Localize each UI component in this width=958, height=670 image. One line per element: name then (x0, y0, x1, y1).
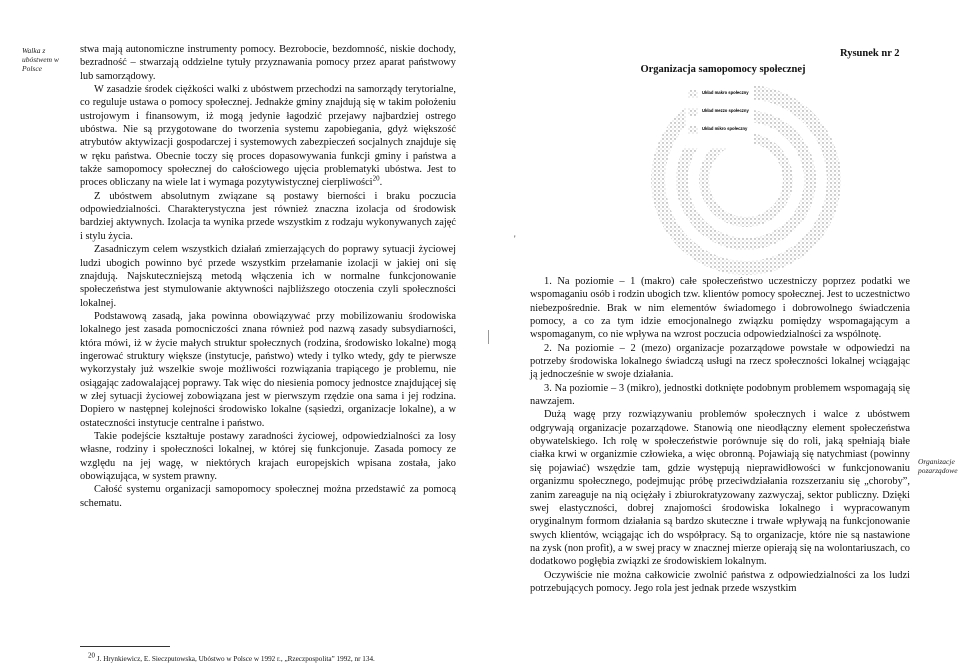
left-paragraph-5: Podstawową zasadą, jaka powinna obowiązywać przy mobilizowaniu środowiska lokalnego jest zasada pomocniczości znana również pod nazwą zasady subsydiarności, która mówi, iż w życie małych struktur społecznych (rodzina, środowisko lokalne) mogą ingerować struktury większe (instytucje, państwo) wtedy i tylko wtedy, gdy te pierwsze wykorzystały już wszelkie swoje możliwości rozwiązania trapiącego je problemu, nie osiągając zadowalającej poprawy. Tak więc do niesienia pomocy jednostce znajdującej się w złej sytuacji życiowej zobowiązana jest w pierwszym rzędzie ona sama i jej rodzina. Dopiero w następnej kolejności środowisko lokalne (sąsiedzi, organizacje lokalne), a w ostateczności instytucje centralne i państwo. (80, 310, 456, 429)
legend-swatch-micro (688, 126, 698, 134)
margin-note-right: Organizacje pozarządowe (918, 457, 958, 475)
left-paragraph-7: Całość systemu organizacji samopomocy społecznej można przedstawić za pomocą schematu. (80, 484, 456, 509)
left-paragraph-4: Zasadniczym celem wszystkich działań zmierzających do poprawy sytuacji życiowej ludzi ubogich powinno być przede wszystkim przełamanie izolacji w jakiej oni się znajdują. Najskuteczniejszą metodą włączenia ich w normalne funkcjonowanie społeczeństwa jest stymulowanie aktywności najbliższego otoczenia czyli społeczności lokalnej. (80, 244, 456, 309)
left-paragraph-1: stwa mają autonomiczne instrumenty pomocy. Bezrobocie, bezdomność, niskie dochody, bezradność – stwarzają oddzielne tytuły przyznawania pomocy przez aparat państwowy lub samorządowy. (80, 44, 456, 82)
right-paragraph-2: 2. Na poziomie – 2 (mezo) organizacje pozarządowe powstałe w odpowiedzi na potrzeby środowiska lokalnego świadczą usługi na rzecz społeczności lokalnej wciągając ją jednocześnie w swoje działania. (530, 342, 910, 381)
footnote (88, 651, 375, 664)
micro-ring (704, 138, 788, 222)
left-paragraph-3: Z ubóstwem absolutnym związane są postawy bierności i braku poczucia odpowiedzialności. Charakterystyczna jest również znaczna izolacja od środowisk bardziej aktywnych. Izolacja ta wynika przede wszystkim z rodzaju wykonywanych zajęć i stylu życia. (80, 190, 456, 242)
legend-swatch-macro (688, 90, 698, 98)
footnote-reference: 20 (372, 174, 380, 183)
legend-micro: Układ mikro społeczny (702, 126, 748, 131)
left-paragraph-2-text: W zasadzie środek ciężkości walki z ubóstwem przechodzi na samorządy terytorialne, co reguluje ustawa o pomocy społecznej. Jednakże gminy znajdują się w takim położeniu ustrojowym i finansowym, iż mogą jedynie łagodzić przejawy najbardziej ostrego ubóstwa. Nie są przygotowane do tworzenia systemu zapobiegania, gdyż większość atrybutów aktywizacji gospodarczej i systemowych zabezpieczeń socjalnych znajduje się w ręku państwa. Obecnie toczy się proces dopasowywania funkcji gminy i państwa a także samopomocy społecznej do całościowego ujęcia problematyki ubóstwa. Jest to proces obliczany na wiele lat i wymaga pozytywistycznej cierpliwości (80, 84, 456, 189)
footnote-text: J. Hrynkiewicz, E. Sieczputowska, Ubóstwo w Polsce w 1992 r., „Rzeczpospolita” 1992, nr 134. (96, 655, 375, 663)
footnote-number: 20 (88, 651, 95, 660)
right-paragraph-5: Oczywiście nie można całkowicie zwolnić państwa z odpowiedzialności za los ludzi potrzebujących pomocy. Jego rola jest jednak przede wszystkim (530, 569, 910, 594)
right-paragraph-4: Dużą wagę przy rozwiązywaniu problemów społecznych i walce z ubóstwem odgrywają organizacje pozarządowe. Stanowią one nieodłączny element społeczeństwa obywatelskiego. Ich rolę w społeczeństwie porównuje się do roli, jaką spełniają białe ciałka krwi w organizmie człowieka, a więc obronną. Pojawiają się natychmiast (powinny się pojawiać) wszędzie tam, gdzie występują nieprawidłowości w funkcjonowaniu organizmu społecznego, podejmując próbę przeciwdziałania rozszerzaniu się „choroby”, zanim zareaguje na nią ociężały i zbiurokratyzowany zazwyczaj, sektor publiczny. Dzięki swej elastyczności, dobrej znajomości środowiska lokalnego i wypracowanym oryginalnym formom działania są bardzo skuteczne i trwałe wpływają na funkcjonowanie swych klientów, wciągając ich do współpracy. Są to organizacje, które nie są nastawione na zysk (non profit), a w swej pracy w znacznej mierze opierają się na wolontariuszach, co dodatkowo pogłębia związki ze środowiskiem lokalnym. (530, 409, 910, 568)
legend-mezzo: Układ mezzo społeczny (702, 108, 749, 113)
concentric-diagram (646, 82, 846, 272)
stray-mark: ' (514, 234, 516, 244)
right-paragraph-3: 3. Na poziomie – 3 (mikro), jednostki dotknięte podobnym problemem wspomagają się nawzajem. (530, 382, 910, 408)
legend-macro: Układ makro społeczny (702, 90, 749, 95)
figure-title: Organizacja samopomocy społecznej (640, 64, 806, 75)
right-body-text (530, 275, 910, 595)
right-paragraph-1: 1. Na poziomie – 1 (makro) całe społeczeństwo uczestniczy poprzez podatki we wspomaganiu osób i rodzin ubogich tzw. klientów pomocy społecznej. Jest to uczestnictwo niebezpośrednie. Brak w nim elementów świadomego i dobrowolnego świadczenia pomocy, a co za tym idzie emocjonalnego związku pomiędzy wspomagającym a wspomaganym, co nie wpływa na wzrost poczucia odpowiedzialności za wspólnotę. (530, 276, 910, 341)
left-body-text (80, 43, 456, 510)
legend-swatch-mezzo (688, 108, 698, 116)
left-paragraph-2: W zasadzie środek ciężkości walki z ubóstwem przechodzi na samorządy terytorialne, co reguluje ustawa o pomocy społecznej. Jednakże gminy znajdują się w takim położeniu ustrojowym i finansowym, iż mogą jedynie łagodzić przejawy najbardziej ostrego ubóstwa. Nie są przygotowane do tworzenia systemu zapobiegania, gdyż większość atrybutów aktywizacji gospodarczej i systemowych zabezpieczeń socjalnych znajduje się w ręku państwa. Obecnie toczy się proces dopasowywania funkcji gminy i państwa a także samopomocy społecznej do całościowego ujęcia problematyki ubóstwa. Jest to proces obliczany na wiele lat i wymaga pozytywistycznej cierpliwości$^{20}$. (80, 84, 456, 189)
footnote-rule (80, 646, 170, 647)
left-paragraph-6: Takie podejście kształtuje postawy zaradności życiowej, odpowiedzialności za losy własne, rodziny i społeczności lokalnej, w której się funkcjonuje. Zasada pomocy ze względu na jej wagę, w niektórych krajach europejskich wpisana została, jako obowiązująca, w system prawny. (80, 430, 456, 482)
figure-label: Rysunek nr 2 (840, 48, 900, 59)
margin-note-left: Walka z ubóstwem w Polsce (22, 46, 59, 73)
right-page (478, 0, 958, 670)
